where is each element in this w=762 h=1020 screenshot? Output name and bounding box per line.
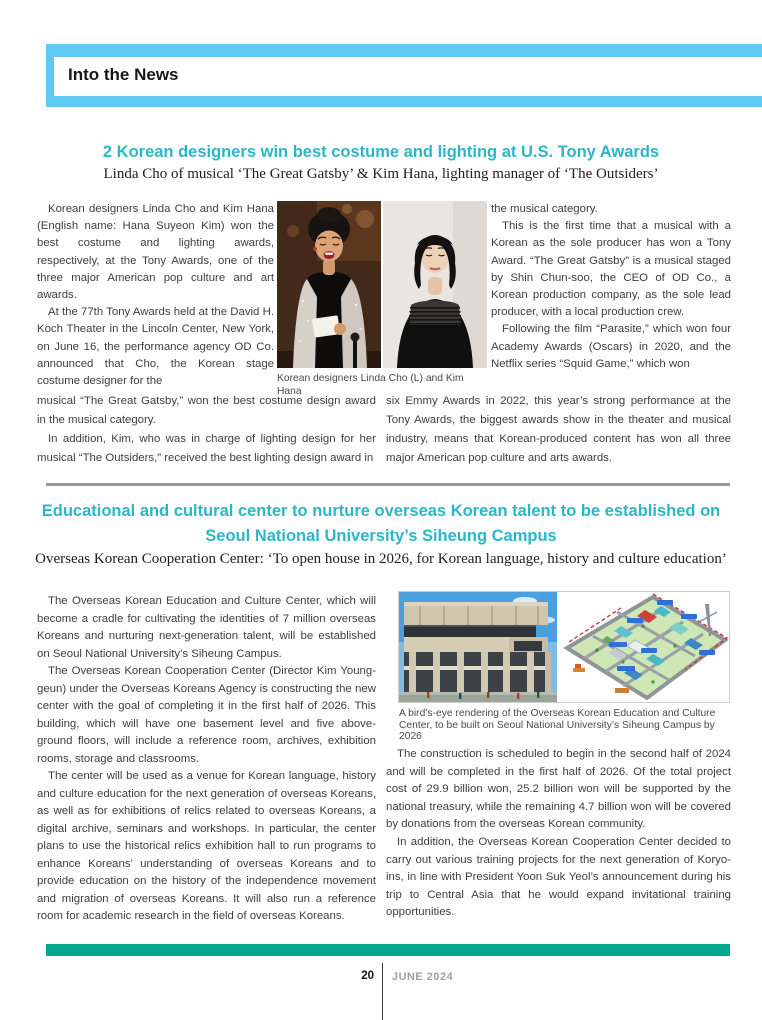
photo-caption: Korean designers Linda Cho (L) and Kim Hana [277, 373, 464, 397]
rendering-image-pair [398, 591, 730, 703]
article1-right-column [491, 201, 731, 373]
paragraph: This is the first time that a musical with a Korean as the sole producer has won a Tony Award. “The Great Gatsby” is a musical staged by Shin Chun-soo, the CEO of OD Co., a Korean production company, as the sole lead producer, with a local production crew. [491, 220, 731, 319]
paragraph: The Overseas Korean Education and Culture Center, which will become a cradle for cultivating the identities of 7 million overseas Koreans and nurturing next-generation talent, will be established on Seoul National University’s Siheung Campus. [37, 595, 376, 660]
issue-label: JUNE 2024 [392, 971, 454, 983]
article1-subtitle: Linda Cho of musical ‘The Great Gatsby’ & Kim Hana, lighting manager of ‘The Outsiders’ [103, 166, 659, 182]
paragraph: The Overseas Korean Cooperation Center (Director Kim Young-geun) under the Overseas Koreans Agency is constructing the new center with the goal of completing it in the first half of 2026. This building, which will have one basement level and five above-ground floors, will include a reference room, archives, exhibition rooms, storage and classrooms. [37, 665, 376, 765]
paragraph: The center will be used as a venue for Korean language, history and culture education for the next generation of overseas Koreans, as well as for exhibitions of relics related to overseas Koreans, a digital archive, seminars and workshops. In particular, the center plans to use the historical relics exhibition hall to run programs to enhance Koreans’ understanding of overseas Koreans and to provide education on the history of the independence movement and migration of overseas Koreans. It will also run a reference room for academic research in the field of overseas Koreans. [37, 770, 376, 922]
paragraph: the musical category. [491, 203, 598, 215]
section-header [46, 44, 762, 107]
paragraph: At the 77th Tony Awards held at the David H. Koch Theater in the Lincoln Center, New York, on June 16, the performance agency OD Co. announced that Cho, the Korean stage costume designer for the [37, 306, 274, 388]
page-number: 20 [361, 970, 374, 982]
photo-linda-cho [277, 201, 381, 368]
article2-left-column [37, 593, 376, 926]
article1-right-bottom [386, 392, 731, 468]
paragraph: In addition, Kim, who was in charge of lighting design for her musical “The Outsiders,” received the best lighting design award in [37, 433, 376, 464]
photo-kim-hana [383, 201, 487, 368]
rendering-caption: A bird’s-eye rendering of the Overseas Korean Education and Culture Center, to be built on Seoul National University’s Siheung Campus by 2026 [399, 708, 716, 742]
article2-title [0, 499, 762, 549]
article2-subtitle: Overseas Korean Cooperation Center: ‘To open house in 2026, for Korean language, history and culture education’ [35, 551, 727, 567]
campus-map-image [557, 592, 729, 702]
paragraph: The construction is scheduled to begin in the second half of 2024 and will be completed in the first half of 2026. Of the total project cost of 29.9 billion won, 25.2 billion won will be supported by the national treasury, while the remaining 4.7 billion won will be covered by donations from the overseas Korean community. [386, 748, 731, 831]
article1-left-column [37, 201, 274, 390]
paragraph: musical “The Great Gatsby,” won the best costume design award in the musical category. [37, 395, 376, 426]
section-title: Into the News [68, 65, 179, 84]
article-divider [46, 483, 730, 486]
article2-title-line2: Seoul National University’s Siheung Campus [205, 527, 557, 545]
article2-title-line1: Educational and cultural center to nurture overseas Korean talent to be established on [41, 502, 721, 520]
paragraph: Korean designers Linda Cho and Kim Hana (English name: Hana Suyeon Kim) won the best costume and lighting awards, respectively, at the Tony Awards, one of the three major American pop culture and art awards. [37, 203, 274, 302]
footer-divider-line [382, 963, 383, 1020]
building-rendering-image [399, 592, 557, 702]
paragraph: Following the film “Parasite,” which won four Academy Awards (Oscars) in 2020, and the Netflix series “Squid Game,” which won [491, 323, 731, 370]
article2-right-column [386, 746, 731, 922]
article1-title: 2 Korean designers win best costume and lighting at U.S. Tony Awards [102, 143, 660, 161]
article1-left-bottom [37, 392, 376, 468]
paragraph: In addition, the Overseas Korean Cooperation Center decided to carry out various training projects for the next generation of Koryo-ins, in line with President Yoon Suk Yeol’s announcement during his trip to Central Asia that he would expand invitational training opportunities. [386, 835, 731, 919]
paragraph: six Emmy Awards in 2022, this year’s strong performance at the Tony Awards, the biggest awards show in the theater and musical industry, means that Korean-produced content has won all three major American pop culture and arts awards. [386, 395, 731, 464]
bottom-accent-bar [46, 944, 730, 956]
photo-pair [277, 201, 487, 368]
